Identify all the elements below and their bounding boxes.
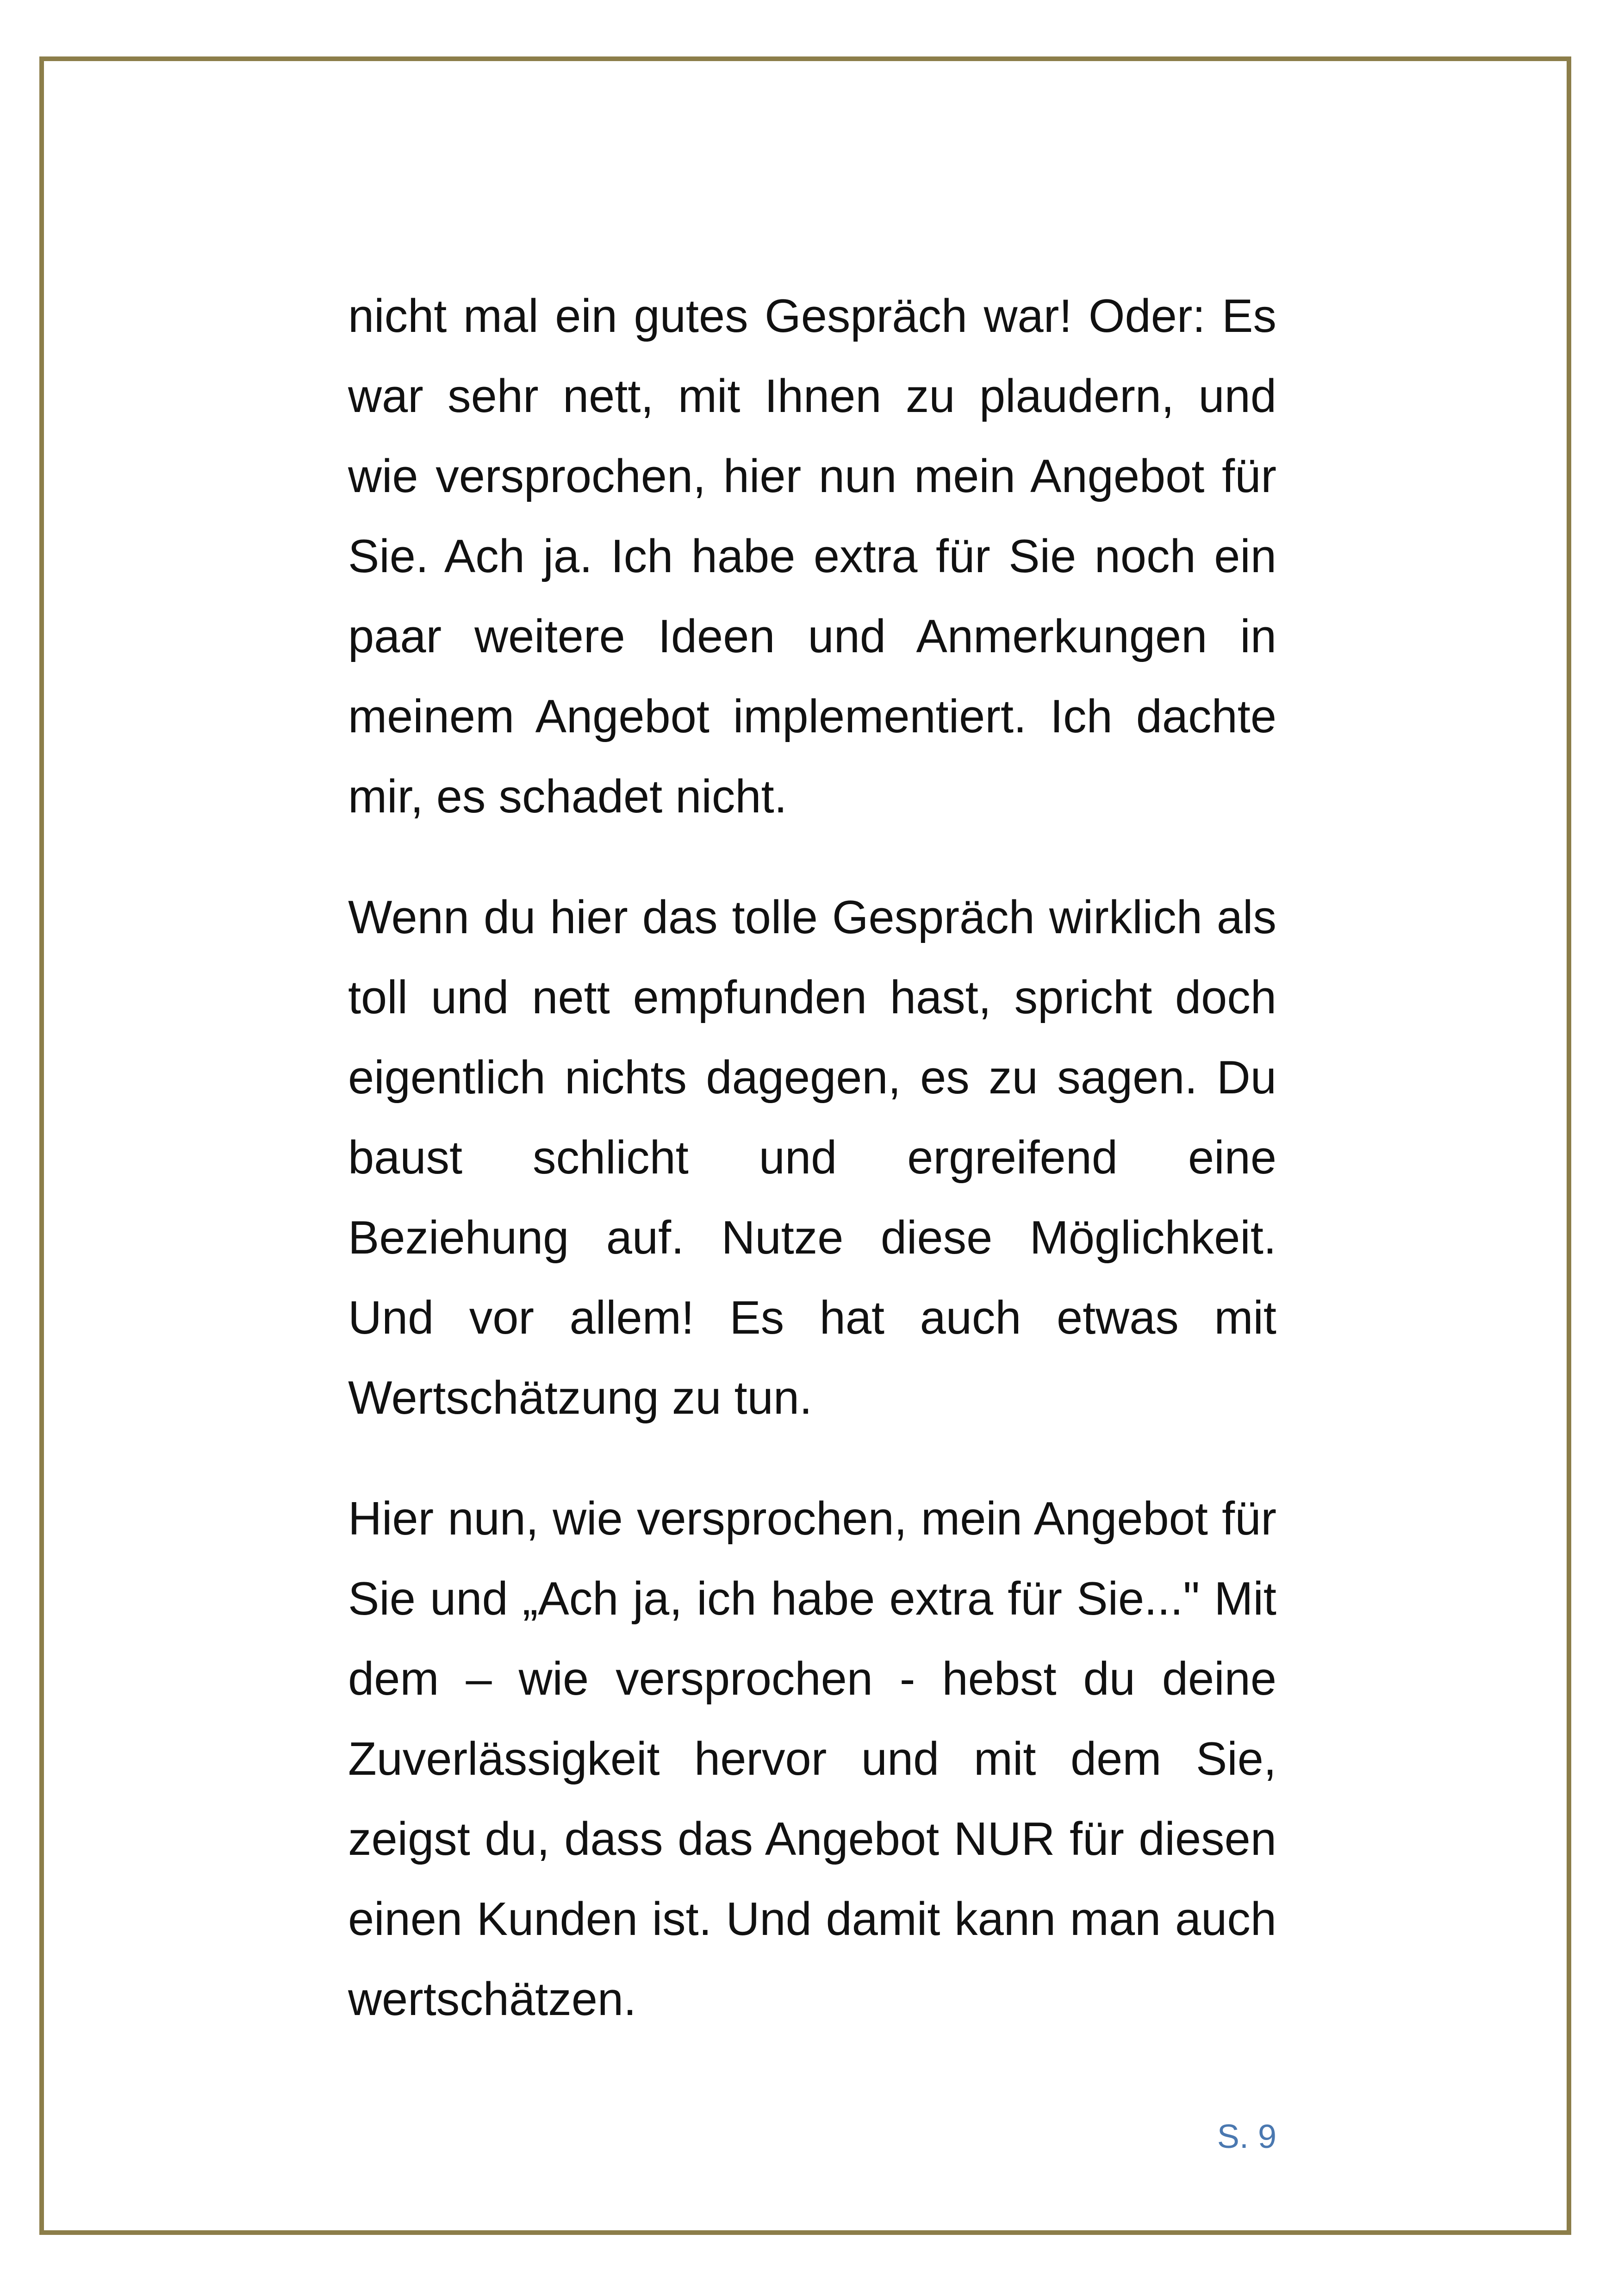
paragraph-1: nicht mal ein gutes Gespräch war! Oder: Es war sehr nett, mit Ihnen zu plaudern, und wie versprochen, hier nun mein Angebot für Sie. Ach ja. Ich habe extra für Sie noch ein paar weitere Ideen und Anmerkungen in meinem Angebot implementiert. Ich dachte mir, es schadet nicht. [348,290,1276,823]
paragraph-3: Hier nun, wie versprochen, mein Angebot für Sie und „Ach ja, ich habe extra für Sie..." Mit dem – wie versprochen - hebst du deine Zuverlässigkeit hervor und mit dem Sie, zeigst du, dass das Angebot NUR für diesen einen Kunden ist. Und damit kann man auch wertschätzen. [348,1493,1276,2025]
paragraph-2: Wenn du hier das tolle Gespräch wirklich als toll und nett empfunden hast, spricht doch eigentlich nichts dagegen, es zu sagen. Du baust schlicht und ergreifend eine Beziehung auf. Nutze diese Möglichkeit. Und vor allem! Es hat auch etwas mit Wertschätzung zu tun. [348,892,1276,1424]
body-text [348,276,1276,2080]
page-number: S. 9 [1217,2118,1276,2155]
